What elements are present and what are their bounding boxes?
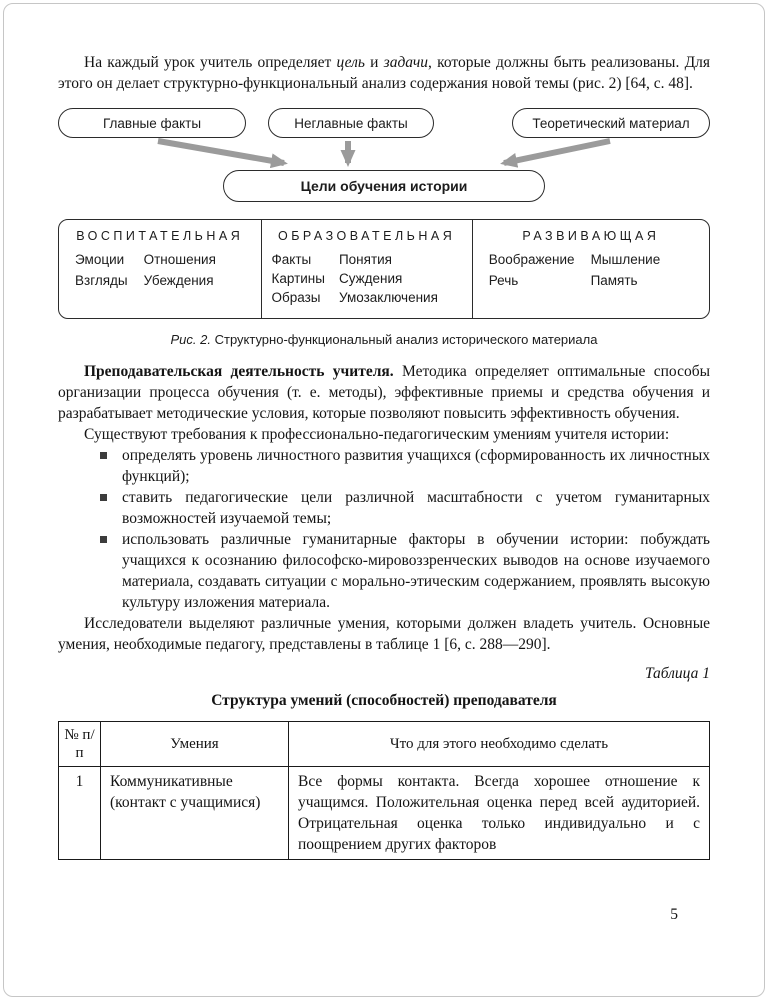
diagram-term: Взгляды <box>75 273 128 288</box>
diagram-box-main-facts: Главные факты <box>58 108 246 138</box>
diagram-term: Убеждения <box>143 273 214 288</box>
row-skill-cell: Коммуникативные (контакт с учащимися) <box>101 767 289 860</box>
diagram-term: Мышление <box>590 252 661 267</box>
table-label <box>58 665 710 683</box>
intro-seg-3: , которые должны быть реализованы. Для этого он делает структурно-функциональный анализ содержания новой темы (рис. 2) [64, с. 48]. <box>58 54 711 92</box>
skills-table <box>58 721 710 860</box>
intro-emphasis-tasks: задачи <box>383 54 428 71</box>
requirements-paragraph: Существуют требования к профессионально-педагогическим умениям учителя истории: <box>84 426 670 443</box>
page-number: 5 <box>670 906 678 923</box>
intro-seg-1: На каждый урок учитель определяет <box>84 54 337 71</box>
table-label-text: Таблица 1 <box>644 665 710 682</box>
figure-caption-text: Структурно-функциональный анализ исторического материала <box>210 332 598 347</box>
row-number-cell: 1 <box>59 767 101 860</box>
teaching-activity-heading: Преподавательская деятельность учителя. <box>84 363 394 380</box>
list-item <box>58 487 710 529</box>
arrow-right-icon <box>504 141 610 163</box>
intro-seg-2: и <box>364 54 384 71</box>
diagram-term: Воображение <box>488 252 575 267</box>
section-title-educational: ОБРАЗОВАТЕЛЬНАЯ <box>277 229 456 243</box>
diagram-term: Понятия <box>338 252 392 267</box>
diagram-box-theoretical-material: Теоретический материал <box>512 108 710 138</box>
square-bullet-icon <box>100 452 107 459</box>
diagram-section-developing <box>472 220 709 318</box>
table-header-row <box>59 722 710 767</box>
diagram-term: Образы <box>271 290 321 305</box>
column-header-actions: Что для этого необходимо сделать <box>289 722 710 767</box>
diagram-term: Умозаключения <box>338 290 438 305</box>
diagram-center-row <box>58 170 710 202</box>
diagram-term: Эмоции <box>75 252 125 267</box>
intro-emphasis-goal: цель <box>336 54 365 71</box>
diagram-term: Речь <box>488 273 519 288</box>
square-bullet-icon <box>100 536 107 543</box>
diagram-box-history-learning-goals: Цели обучения истории <box>223 170 545 202</box>
diagram-box-minor-facts: Неглавные факты <box>268 108 434 138</box>
diagram-term: Суждения <box>338 271 403 286</box>
table-title: Структура умений (способностей) преподавателя <box>211 692 557 709</box>
diagram-top-row <box>58 108 710 138</box>
intro-paragraph <box>58 52 710 94</box>
list-item <box>58 529 710 613</box>
arrow-left-icon <box>158 141 284 163</box>
diagram-section-educational <box>261 220 472 318</box>
diagram-term: Картины <box>271 271 325 286</box>
list-item-text: ставить педагогические цели различной масштабности с учетом гуманитарных возможностей изучаемой темы; <box>122 489 710 527</box>
diagram-term: Отношения <box>143 252 216 267</box>
diagram-term: Факты <box>271 252 312 267</box>
list-item-text: определять уровень личностного развития учащихся (сформированность их личностных функций); <box>122 447 710 485</box>
diagram-section-upbringing <box>59 220 261 318</box>
figure-2-diagram <box>58 108 710 347</box>
row-description-cell: Все формы контакта. Всегда хорошее отношение к учащимся. Положительная оценка перед всей аудиторией. Отрицательная оценка только индивидуально и с поощрением других факторов <box>289 767 710 860</box>
figure-caption-label: Рис. 2. <box>170 332 211 347</box>
section-title-developing: РАЗВИВАЮЩАЯ <box>522 229 660 243</box>
diagram-arrows <box>58 138 710 170</box>
researchers-paragraph: Исследователи выделяют различные умения, которыми должен владеть учитель. Основные умения, необходимые педагогу, представлены в таблице 1 [6, с. 288—290]. <box>58 615 710 653</box>
list-item <box>58 445 710 487</box>
table-row <box>59 767 710 860</box>
column-header-skills: Умения <box>101 722 289 767</box>
list-item-text: использовать различные гуманитарные факторы в обучении истории: побуждать учащихся к осознанию философско-мировоззренческих выводов на основе изучаемого материала, создавать ситуации с морально-этическим содержанием, проявлять высокую культуру изложения материала. <box>122 531 710 611</box>
section-title-upbringing: ВОСПИТАТЕЛЬНАЯ <box>76 229 244 243</box>
teaching-activity-paragraph <box>58 361 710 424</box>
square-bullet-icon <box>100 494 107 501</box>
teaching-activity-text: Методика определяет оптимальные способы организации процесса обучения (т. е. методы), эффективные приемы и средства обучения и разрабатывает методические условия, которые позволяют повысить эффективность обучения. <box>58 363 710 422</box>
requirements-list <box>58 445 710 613</box>
diagram-term: Память <box>590 273 638 288</box>
column-header-number: № п/п <box>59 722 101 767</box>
figure-caption <box>58 332 710 347</box>
diagram-goals-box <box>58 219 710 319</box>
